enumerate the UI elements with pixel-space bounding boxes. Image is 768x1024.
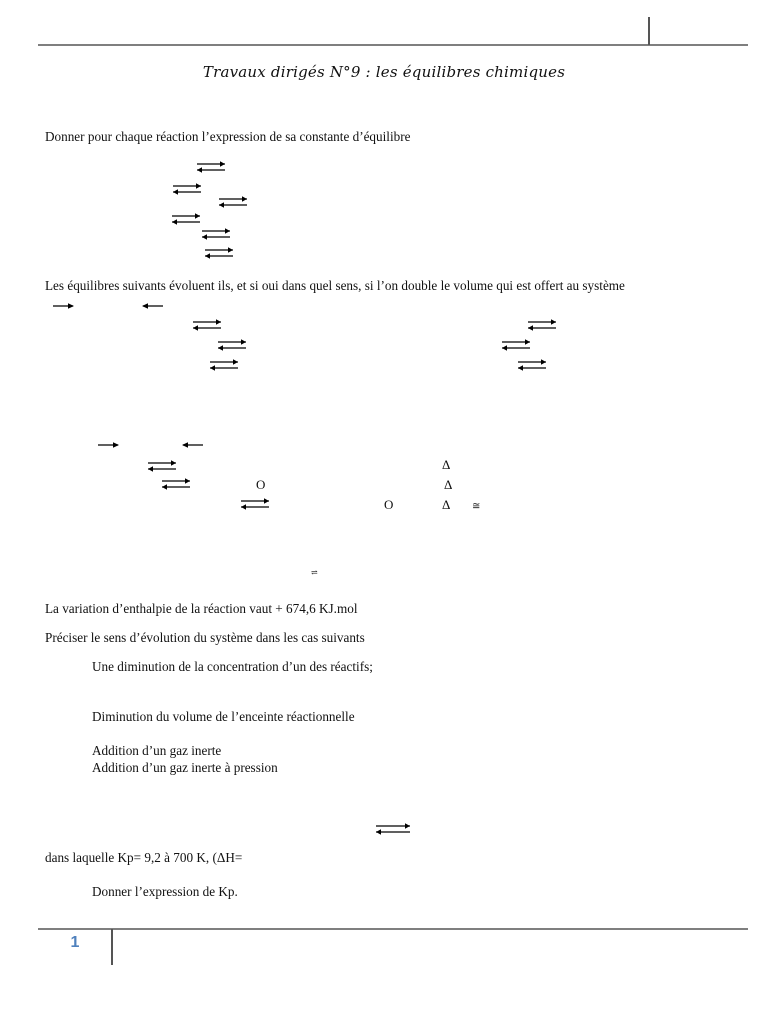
instruction-equilibrium-constant: Donner pour chaque réaction l’expression de sa constante d’équilibre — [45, 129, 411, 144]
footer-divider — [111, 929, 113, 965]
equilibrium-arrow-3 — [217, 195, 249, 209]
equilibrium-arrow-5 — [200, 227, 232, 241]
equilibrium-arrow-16 — [374, 822, 412, 836]
equilibrium-arrow-7 — [191, 318, 223, 332]
case-item-2: Diminution du volume de l’enceinte réactionnelle — [92, 709, 355, 724]
delta-symbol-2: Δ — [444, 477, 453, 492]
instruction-volume-doubling: Les équilibres suivants évoluent ils, et si oui dans quel sens, si l’on double le volume qui est offert au système — [45, 278, 625, 293]
kp-statement: dans laquelle Kp= 9,2 à 700 K, (ΔH= — [45, 850, 243, 865]
left-arrow-1 — [140, 302, 164, 310]
case-item-4: Addition d’un gaz inerte à pression — [92, 760, 278, 775]
equilibrium-arrow-13 — [146, 459, 178, 473]
equilibrium-arrow-15 — [239, 497, 271, 511]
delta-symbol-1: Δ — [442, 457, 451, 472]
equilibrium-arrow-2 — [171, 182, 203, 196]
equilibrium-arrow-14 — [160, 477, 192, 491]
equilibrium-arrow-4 — [170, 212, 202, 226]
left-arrow-2 — [180, 441, 204, 449]
page-title: Travaux dirigés N°9 : les équilibres chimiques — [202, 63, 566, 81]
equilibrium-arrow-10 — [526, 318, 558, 332]
right-arrow-2 — [97, 441, 121, 449]
equilibrium-arrow-6 — [203, 246, 235, 260]
equilibrium-arrow-1 — [195, 160, 227, 174]
equilibrium-arrow-11 — [500, 338, 532, 352]
enthalpy-statement: La variation d’enthalpie de la réaction vaut + 674,6 KJ.mol — [45, 601, 358, 616]
equilibrium-arrow-8 — [216, 338, 248, 352]
approx-symbol: ≅ — [472, 501, 481, 512]
right-arrow-1 — [52, 302, 76, 310]
header-rule — [38, 44, 748, 46]
instruction-evolution: Préciser le sens d’évolution du système dans les cas suivants — [45, 630, 365, 645]
oxygen-symbol-2: O — [384, 497, 394, 512]
kp-question: Donner l’expression de Kp. — [92, 884, 238, 899]
equilibrium-arrow-12 — [516, 358, 548, 372]
case-item-1: Une diminution de la concentration d’un des réactifs; — [92, 659, 373, 674]
small-equilibrium-symbol: ⇌ — [311, 568, 318, 577]
footer-rule — [38, 928, 748, 930]
header-divider — [648, 17, 650, 45]
delta-symbol-3: Δ — [442, 497, 451, 512]
page-number: 1 — [70, 934, 80, 951]
case-item-3: Addition d’un gaz inerte — [92, 743, 222, 758]
equilibrium-arrow-9 — [208, 358, 240, 372]
oxygen-symbol-1: O — [256, 477, 266, 492]
